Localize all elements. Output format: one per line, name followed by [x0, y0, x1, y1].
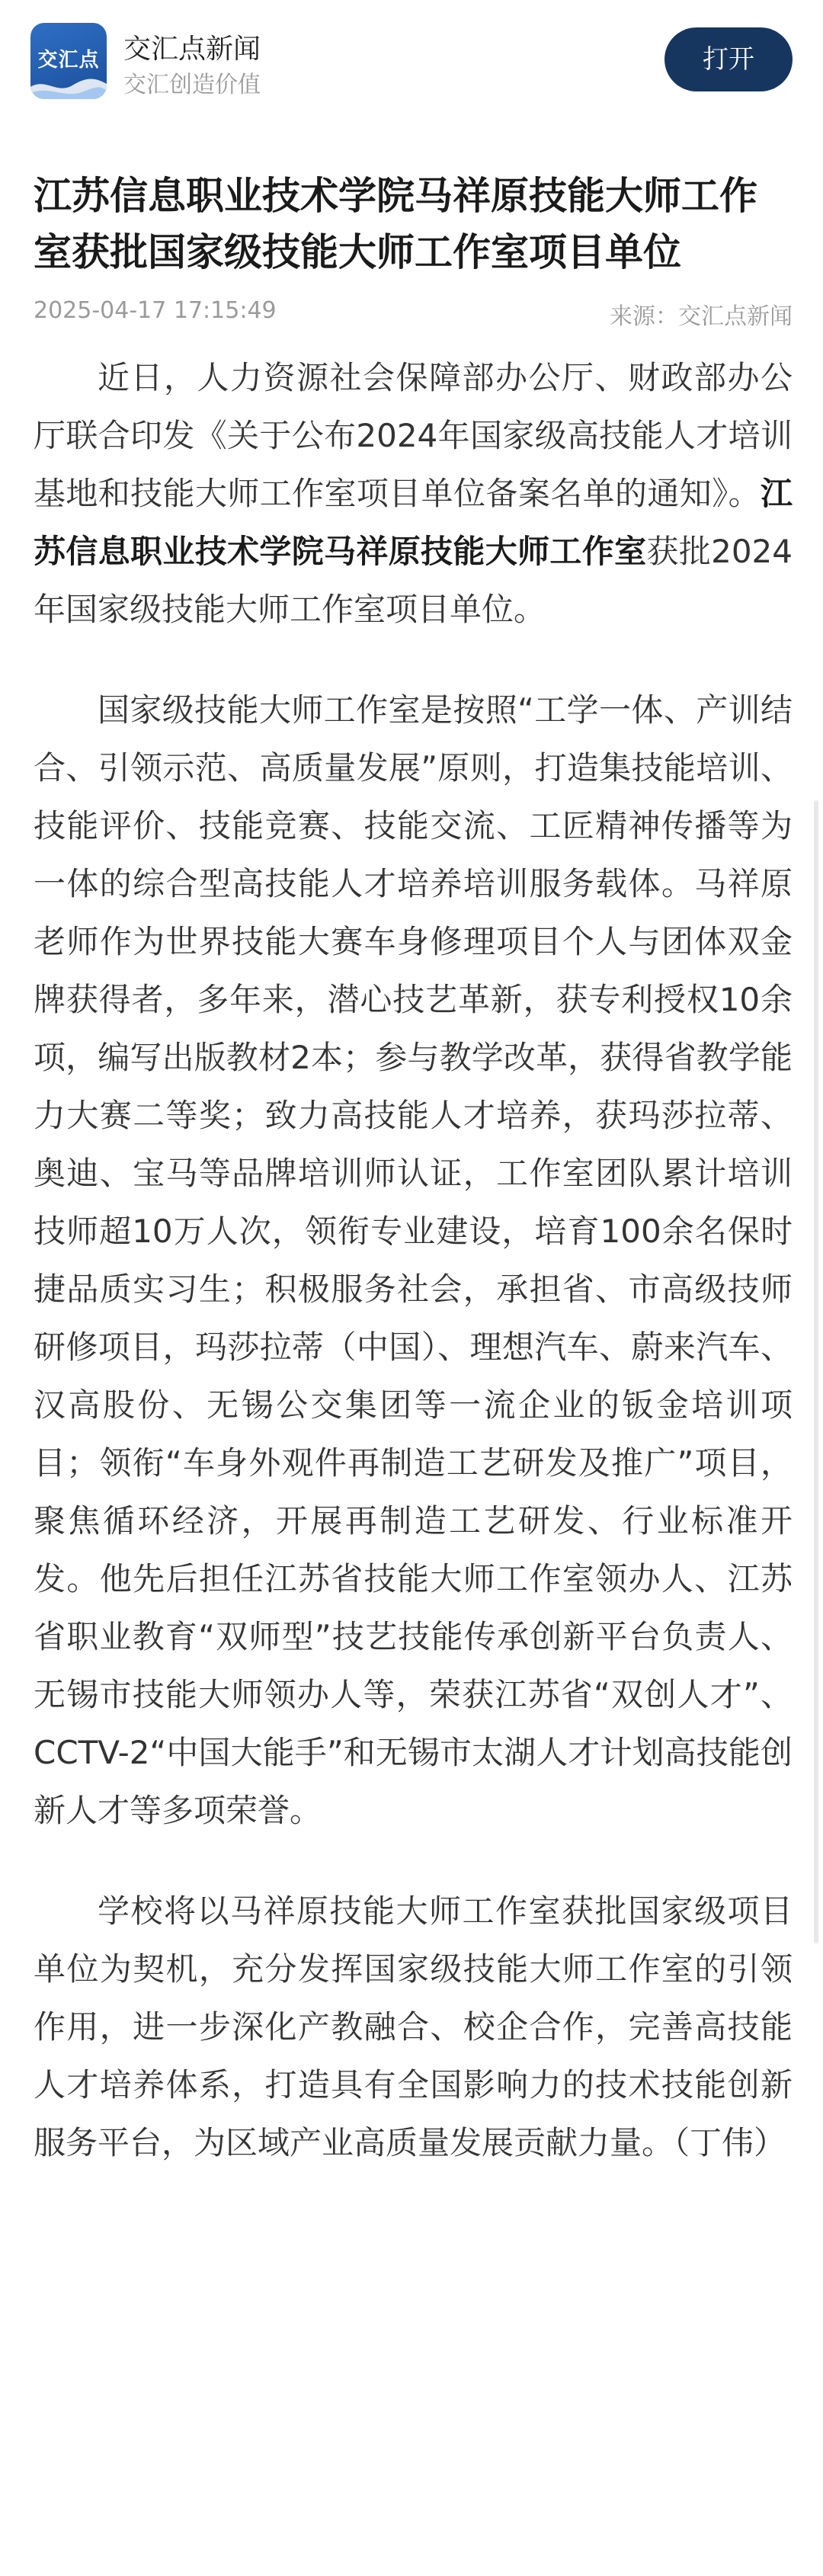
article-meta: [34, 290, 793, 335]
article-paragraph: 国家级技能大师工作室是按照“工学一体、产训结合、引领示范、高质量发展”原则，打造集技能培训、技能评价、技能竞赛、技能交流、工匠精神传播等为一体的综合型高技能人才培养培训服务载体。马祥原老师作为世界技能大赛车身修理项目个人与团体双金牌获得者，多年来，潜心技艺革新，获专利授权10余项，编写出版教材2本；参与教学改革，获得省教学能力大赛二等奖；致力高技能人才培养，获玛莎拉蒂、奥迪、宝马等品牌培训师认证，工作室团队累计培训技师超10万人次，领衔专业建设，培育100余名保时捷品质实习生；积极服务社会，承担省、市高级技师研修项目，玛莎拉蒂（中国）、理想汽车、蔚来汽车、汉高股份、无锡公交集团等一流企业的钣金培训项目；领衔“车身外观件再制造工艺研发及推广”项目，聚焦循环经济，开展再制造工艺研发、行业标准开发。他先后担任江苏省技能大师工作室领办人、江苏省职业教育“双师型”技艺技能传承创新平台负责人、无锡市技能大师领办人等，荣获江苏省“双创人才”、CCTV-2“中国大能手”和无锡市太湖人才计划高技能创新人才等多项荣誉。: [34, 691, 793, 1829]
scrollbar[interactable]: [814, 800, 818, 1943]
open-app-button[interactable]: 打开: [664, 27, 793, 91]
paragraph-text: 获批2024年国家级技能大师工作室项目单位。: [34, 533, 793, 628]
article-source[interactable]: 来源：交汇点新闻: [610, 303, 793, 330]
article-paragraph: [34, 349, 793, 639]
article-paragraph: 学校将以马祥原技能大师工作室获批国家级项目单位为契机，充分发挥国家级技能大师工作室的引领作用，进一步深化产教融合、校企合作，完善高技能人才培养体系，打造具有全国影响力的技术技能创新服务平台，为区域产业高质量发展贡献力量。（丁伟）: [34, 1892, 793, 2161]
app-banner: [0, 0, 823, 122]
app-name: 交汇点新闻: [123, 34, 261, 65]
article-title: 江苏信息职业技术学院马祥原技能大师工作室获批国家级技能大师工作室项目单位: [34, 174, 757, 274]
article: [34, 168, 793, 2172]
app-slogan: 交汇创造价值: [123, 72, 261, 98]
wave-icon: [30, 73, 107, 99]
publish-date: 2025-04-17 17:15:49: [34, 297, 277, 324]
paragraph-highlight: 江苏信息职业技术学院马祥原技能大师工作室: [34, 475, 793, 570]
app-logo-text: 交汇点: [37, 49, 100, 72]
app-logo[interactable]: [30, 23, 107, 99]
paragraph-text: 近日，人力资源社会保障部办公厅、财政部办公厅联合印发《关于公布2024年国家级高技能人才培训基地和技能大师工作室项目单位备案名单的通知》。: [34, 359, 793, 512]
